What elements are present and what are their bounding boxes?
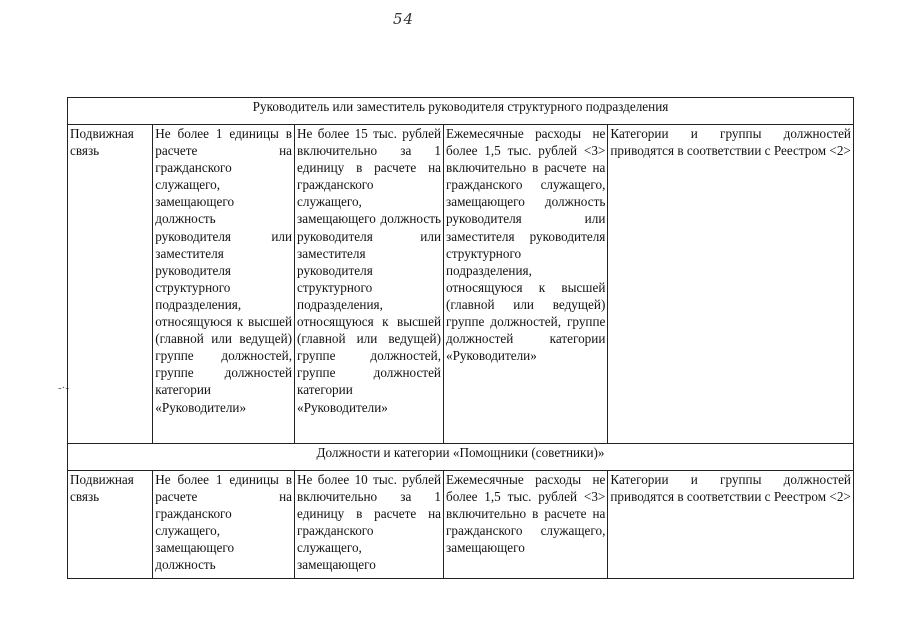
section-header-row: [68, 98, 854, 125]
cell-note: Категории и группы должностей приводятся в соответствии с Реестром <2>: [608, 471, 854, 579]
cell-quantity: Не более 1 единицы в расчете на гражданского служащего, замещающего должность: [153, 471, 295, 579]
cell-note: Категории и группы должностей приводятся в соответствии с Реестром <2>: [608, 125, 854, 444]
cell-connection-type: Подвижная связь: [68, 471, 153, 579]
page-number: 54: [393, 10, 415, 28]
cell-expenses: Ежемесячные расходы не более 1,5 тыс. рублей <3> включительно в расчете на гражданского служащего, замещающего: [444, 471, 608, 579]
table-row: [68, 125, 854, 444]
cell-price: Не более 10 тыс. рублей включительно за 1 единицу в расчете на гражданского служащего, замещающего: [295, 471, 444, 579]
cell-quantity: Не более 1 единицы в расчете на гражданского служащего, замещающего должность руководителя или заместителя руководителя структурного подразделения, относящуюся к высшей (главной или ведущей) группе должностей, группе должностей категории «Руководители»: [153, 125, 295, 444]
scan-edge-mark: -·-: [58, 382, 69, 394]
section-header-row: [68, 444, 854, 471]
cell-connection-type: Подвижная связь: [68, 125, 153, 444]
section-title-assistants: Должности и категории «Помощники (советники)»: [68, 444, 854, 471]
section-title-managers: Руководитель или заместитель руководителя структурного подразделения: [68, 98, 854, 125]
cell-expenses: Ежемесячные расходы не более 1,5 тыс. рублей <3> включительно в расчете на гражданского служащего, замещающего должность руководителя или заместителя руководителя структурного подразделения, относящуюся к высшей (главной или ведущей) группе должностей, группе должностей категории «Руководители»: [444, 125, 608, 444]
cell-price: Не более 15 тыс. рублей включительно за 1 единицу в расчете на гражданского служащего, замещающего должность руководителя или заместителя руководителя структурного подразделения, относящуюся к высшей (главной или ведущей) группе должностей, группе должностей категории «Руководители»: [295, 125, 444, 444]
norms-table: [67, 97, 854, 579]
table-row: [68, 471, 854, 579]
